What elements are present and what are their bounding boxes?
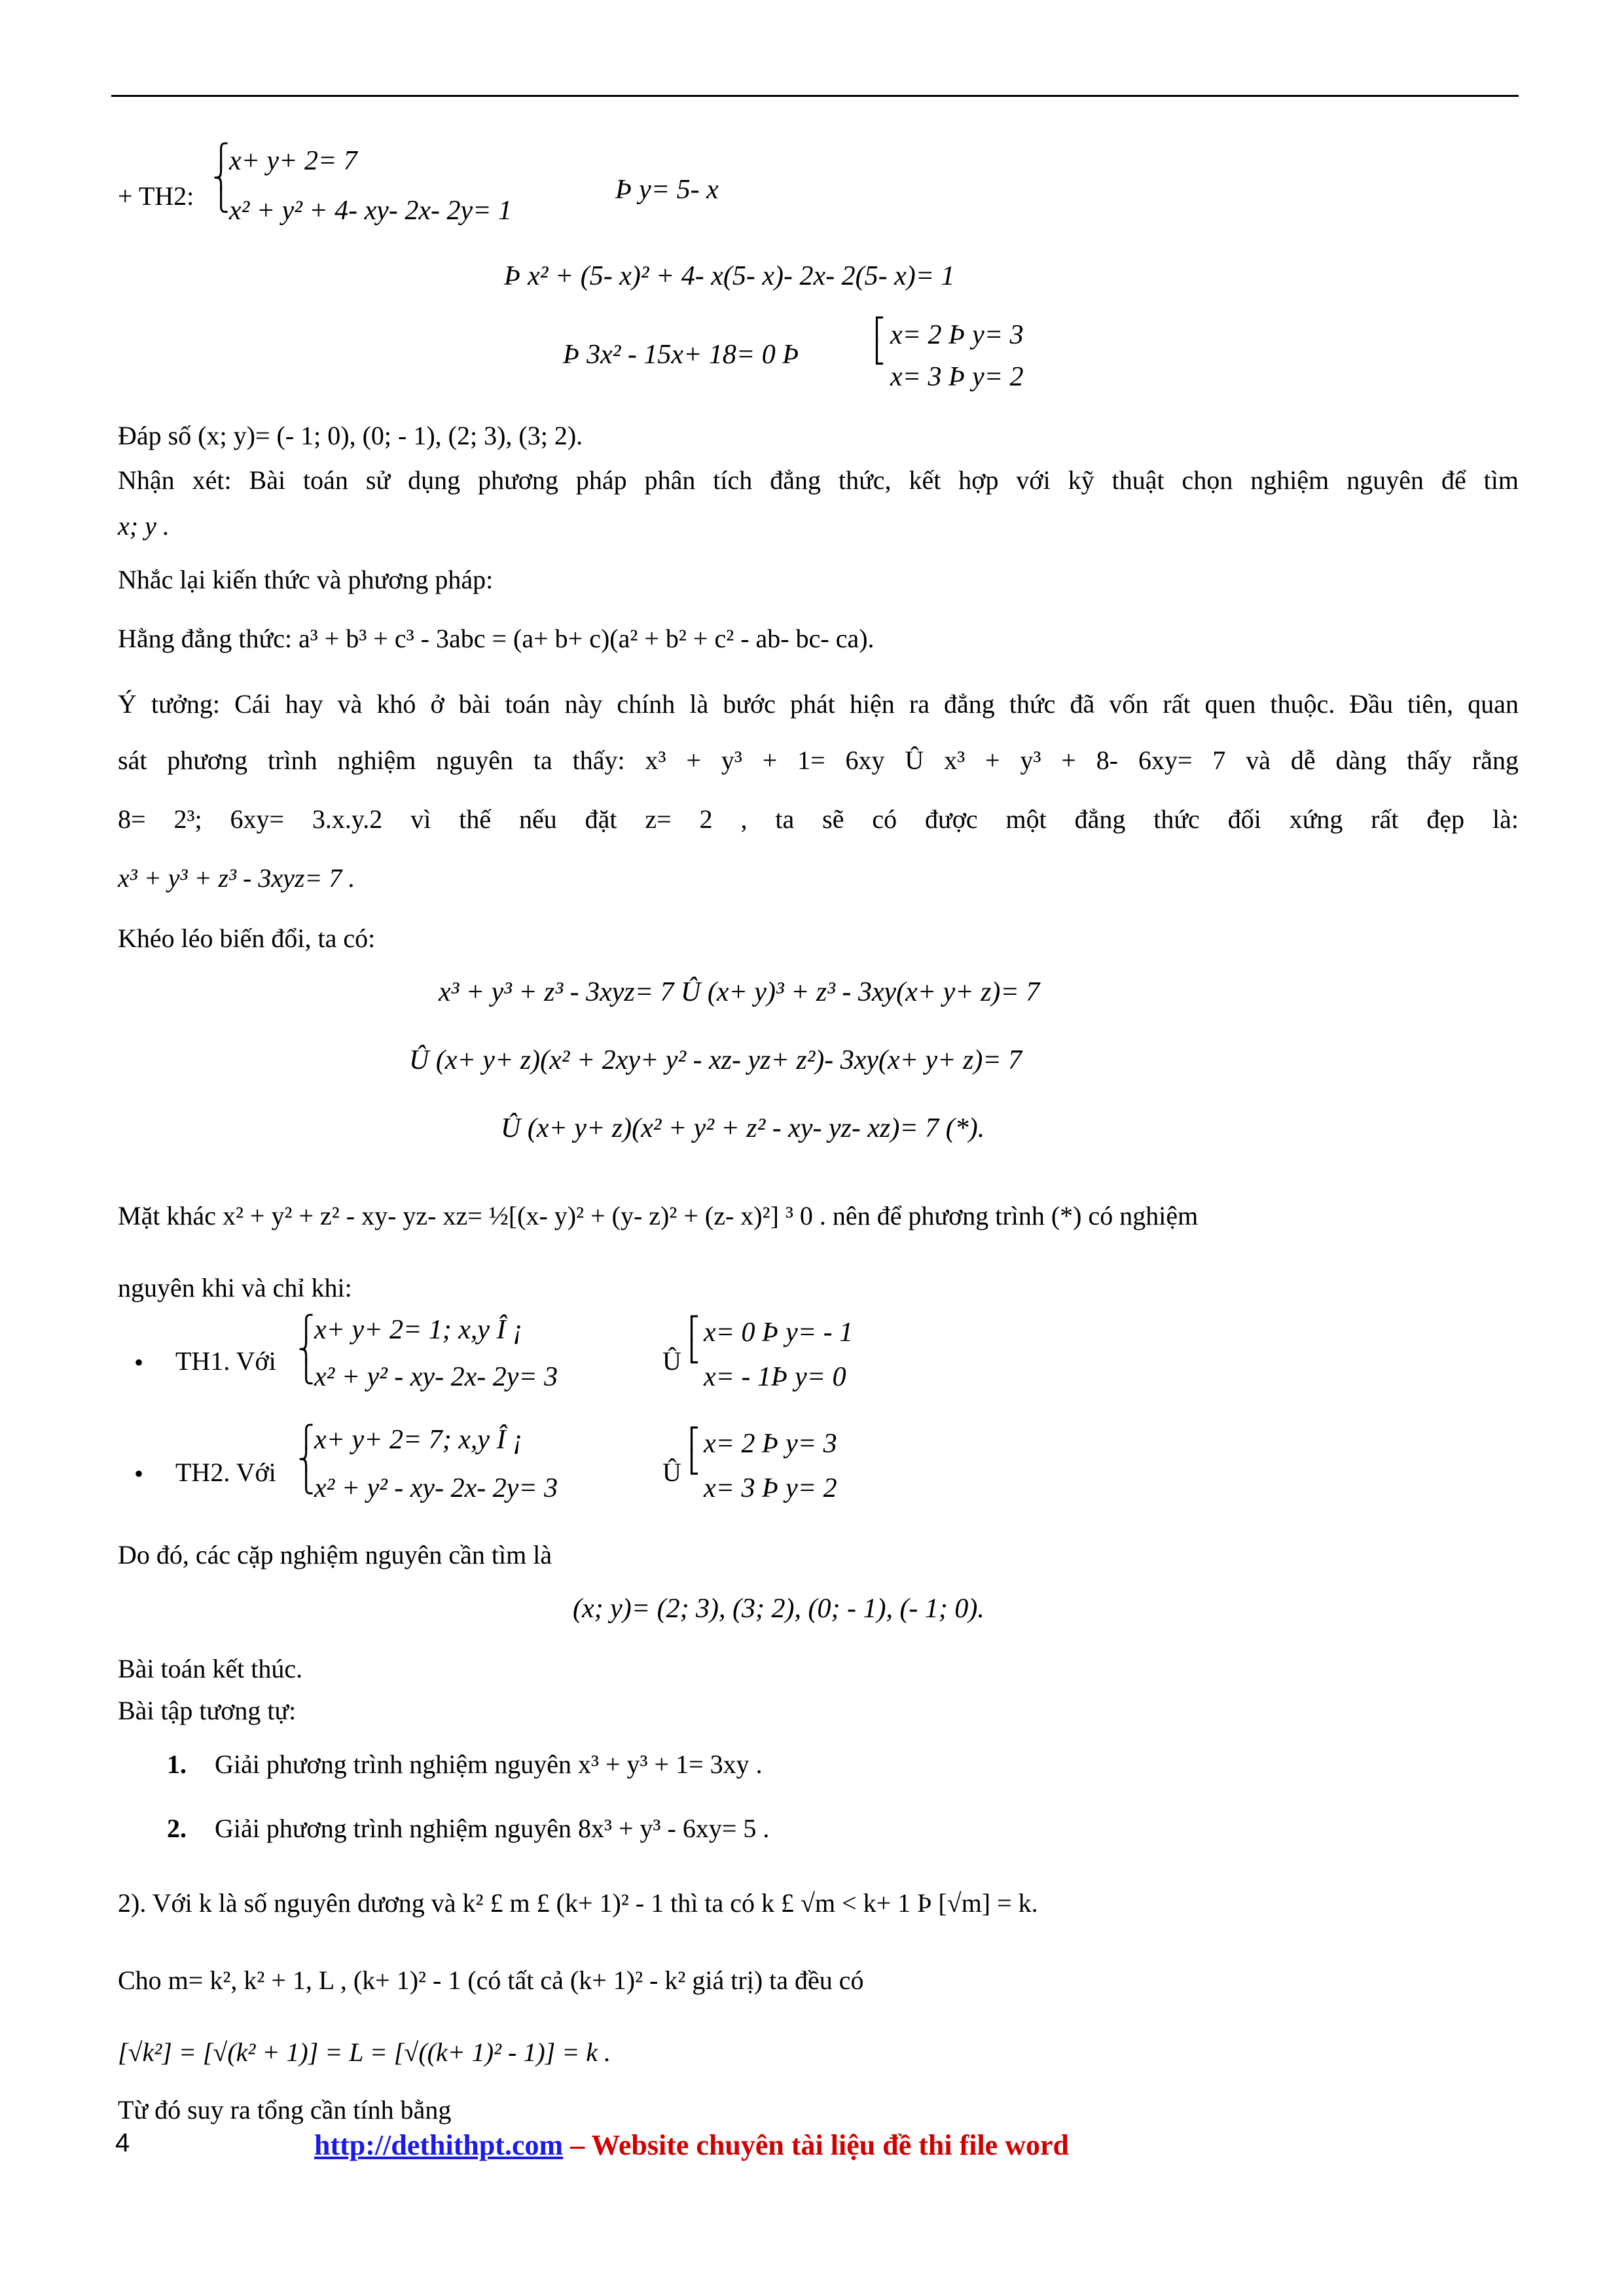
th2-system-eq1: x+ y+ 2= 7 bbox=[229, 146, 357, 176]
exercise-1: Giải phương trình nghiệm nguyên x³ + y³ + 1= 3xy . bbox=[215, 1749, 763, 1779]
transform-line: Khéo léo biến đổi, ta có: bbox=[118, 924, 376, 953]
cho-line2: [√k²] = [√(k² + 1)] = L = [√((k+ 1)² - 1)] = k . bbox=[118, 2037, 611, 2067]
th2-case-bracket: ⎡ ⎣ bbox=[874, 318, 885, 365]
th2-step2: Þ x² + (5- x)² + 4- x(5- x)- 2x- 2(5- x)= 1 bbox=[504, 261, 955, 291]
case-th1-bracket: ⎡ ⎣ bbox=[689, 1317, 700, 1363]
idea-line3: 8= 2³; 6xy= 3.x.y.2 vì thế nếu đặt z= 2 , ta sẽ có được một đẳng thức đối xứng rất đẹp là: bbox=[118, 804, 1519, 834]
mat-khac-line2: nguyên khi và chỉ khi: bbox=[118, 1273, 352, 1302]
th2-case2: x= 3 Þ y= 2 bbox=[890, 362, 1024, 392]
th2-implication: Þ y= 5- x bbox=[615, 175, 719, 205]
exercise-2: Giải phương trình nghiệm nguyên 8x³ + y³ - 6xy= 5 . bbox=[215, 1814, 770, 1843]
th2-label: + TH2: bbox=[118, 181, 194, 211]
remark-line1: Nhận xét: Bài toán sử dụng phương pháp phân tích đẳng thức, kết hợp với kỹ thuật chọn nghiệm nguyên để tìm bbox=[118, 465, 1519, 495]
recall-heading: Nhắc lại kiến thức và phương pháp: bbox=[118, 565, 494, 594]
case-th2-eq2: x² + y² - xy- 2x- 2y= 3 bbox=[314, 1473, 558, 1503]
identity-line: Hằng đẳng thức: a³ + b³ + c³ - 3abc = (a+ b+ c)(a² + b² + c² - ab- bc- ca). bbox=[118, 624, 875, 653]
case-th1-equiv: Û bbox=[662, 1346, 681, 1376]
mat-khac-line1: Mặt khác x² + y² + z² - xy- yz- xz= ½[(x- y)² + (y- z)² + (z- x)²] ³ 0 . nên để phương trình (*) có nghiệm bbox=[118, 1201, 1199, 1230]
equation-1: x³ + y³ + z³ - 3xyz= 7 Û (x+ y)³ + z³ - 3xy(x+ y+ z)= 7 bbox=[439, 977, 1040, 1007]
th2-system-eq2: x² + y² + 4- xy- 2x- 2y= 1 bbox=[229, 196, 513, 226]
equation-3: Û (x+ y+ z)(x² + y² + z² - xy- yz- xz)= 7 (*). bbox=[501, 1113, 985, 1143]
case-th1-res2: x= - 1Þ y= 0 bbox=[704, 1362, 846, 1392]
answer-line: Đáp số (x; y)= (- 1; 0), (0; - 1), (2; 3), (3; 2). bbox=[118, 421, 583, 450]
th2-brace: ⎧ ⎨ ⎩ bbox=[213, 144, 230, 213]
idea-line2: sát phương trình nghiệm nguyên ta thấy: x³ + y³ + 1= 6xy Û x³ + y³ + 8- 6xy= 7 và dễ dàng thấy rằng bbox=[118, 745, 1519, 775]
equation-2: Û (x+ y+ z)(x² + 2xy+ y² - xz- yz+ z²)- 3xy(x+ y+ z)= 7 bbox=[409, 1045, 1022, 1075]
case-th2-res2: x= 3 Þ y= 2 bbox=[704, 1473, 837, 1503]
remark-line2: x; y . bbox=[118, 511, 170, 541]
cho-line1: Cho m= k², k² + 1, L , (k+ 1)² - 1 (có tất cả (k+ 1)² - k² giá trị) ta đều có bbox=[118, 1965, 864, 1995]
bullet-th2: • bbox=[134, 1459, 144, 1488]
bullet-th1: • bbox=[134, 1348, 144, 1377]
similar-heading: Bài tập tương tự: bbox=[118, 1696, 297, 1725]
page-number: 4 bbox=[115, 2128, 130, 2157]
header-rule bbox=[111, 95, 1519, 97]
case-th1-eq1: x+ y+ 2= 1; x,y Î ¡ bbox=[314, 1315, 524, 1345]
footer-link[interactable]: http://dethithpt.com bbox=[314, 2129, 564, 2161]
solutions-line: (x; y)= (2; 3), (3; 2), (0; - 1), (- 1; 0). bbox=[573, 1594, 984, 1624]
case-th2-label: TH2. Với bbox=[175, 1458, 276, 1487]
th2-case1: x= 2 Þ y= 3 bbox=[890, 320, 1024, 350]
case-th2-bracket: ⎡ ⎣ bbox=[689, 1428, 700, 1475]
footer bbox=[314, 2128, 1069, 2162]
last-line: Từ đó suy ra tổng cần tính bằng bbox=[118, 2095, 452, 2125]
case-th1-brace: ⎧ ⎨ ⎩ bbox=[298, 1316, 315, 1384]
end-line: Bài toán kết thúc. bbox=[118, 1654, 303, 1683]
exercise-1-number: 1. bbox=[167, 1749, 187, 1779]
exercise-2-number: 2. bbox=[167, 1814, 187, 1843]
case-th2-res1: x= 2 Þ y= 3 bbox=[704, 1429, 837, 1459]
case-th2-brace: ⎧ ⎨ ⎩ bbox=[298, 1426, 315, 1494]
idea-line1: Ý tưởng: Cái hay và khó ở bài toán này chính là bước phát hiện ra đẳng thức đã vốn rất quen thuộc. Đầu tiên, quan bbox=[118, 689, 1519, 719]
hence-line: Do đó, các cặp nghiệm nguyên cần tìm là bbox=[118, 1540, 552, 1570]
case-th1-label: TH1. Với bbox=[175, 1346, 276, 1376]
part2-line: 2). Với k là số nguyên dương và k² £ m £ (k+ 1)² - 1 thì ta có k £ √m < k+ 1 Þ [√m] = k. bbox=[118, 1888, 1038, 1918]
case-th1-res1: x= 0 Þ y= - 1 bbox=[704, 1318, 854, 1348]
footer-tagline: – Website chuyên tài liệu đề thi file word bbox=[563, 2129, 1069, 2161]
case-th1-eq2: x² + y² - xy- 2x- 2y= 3 bbox=[314, 1362, 558, 1392]
idea-line4: x³ + y³ + z³ - 3xyz= 7 . bbox=[118, 863, 355, 893]
case-th2-equiv: Û bbox=[662, 1458, 681, 1487]
th2-step3: Þ 3x² - 15x+ 18= 0 Þ bbox=[563, 340, 799, 370]
case-th2-eq1: x+ y+ 2= 7; x,y Î ¡ bbox=[314, 1425, 524, 1455]
